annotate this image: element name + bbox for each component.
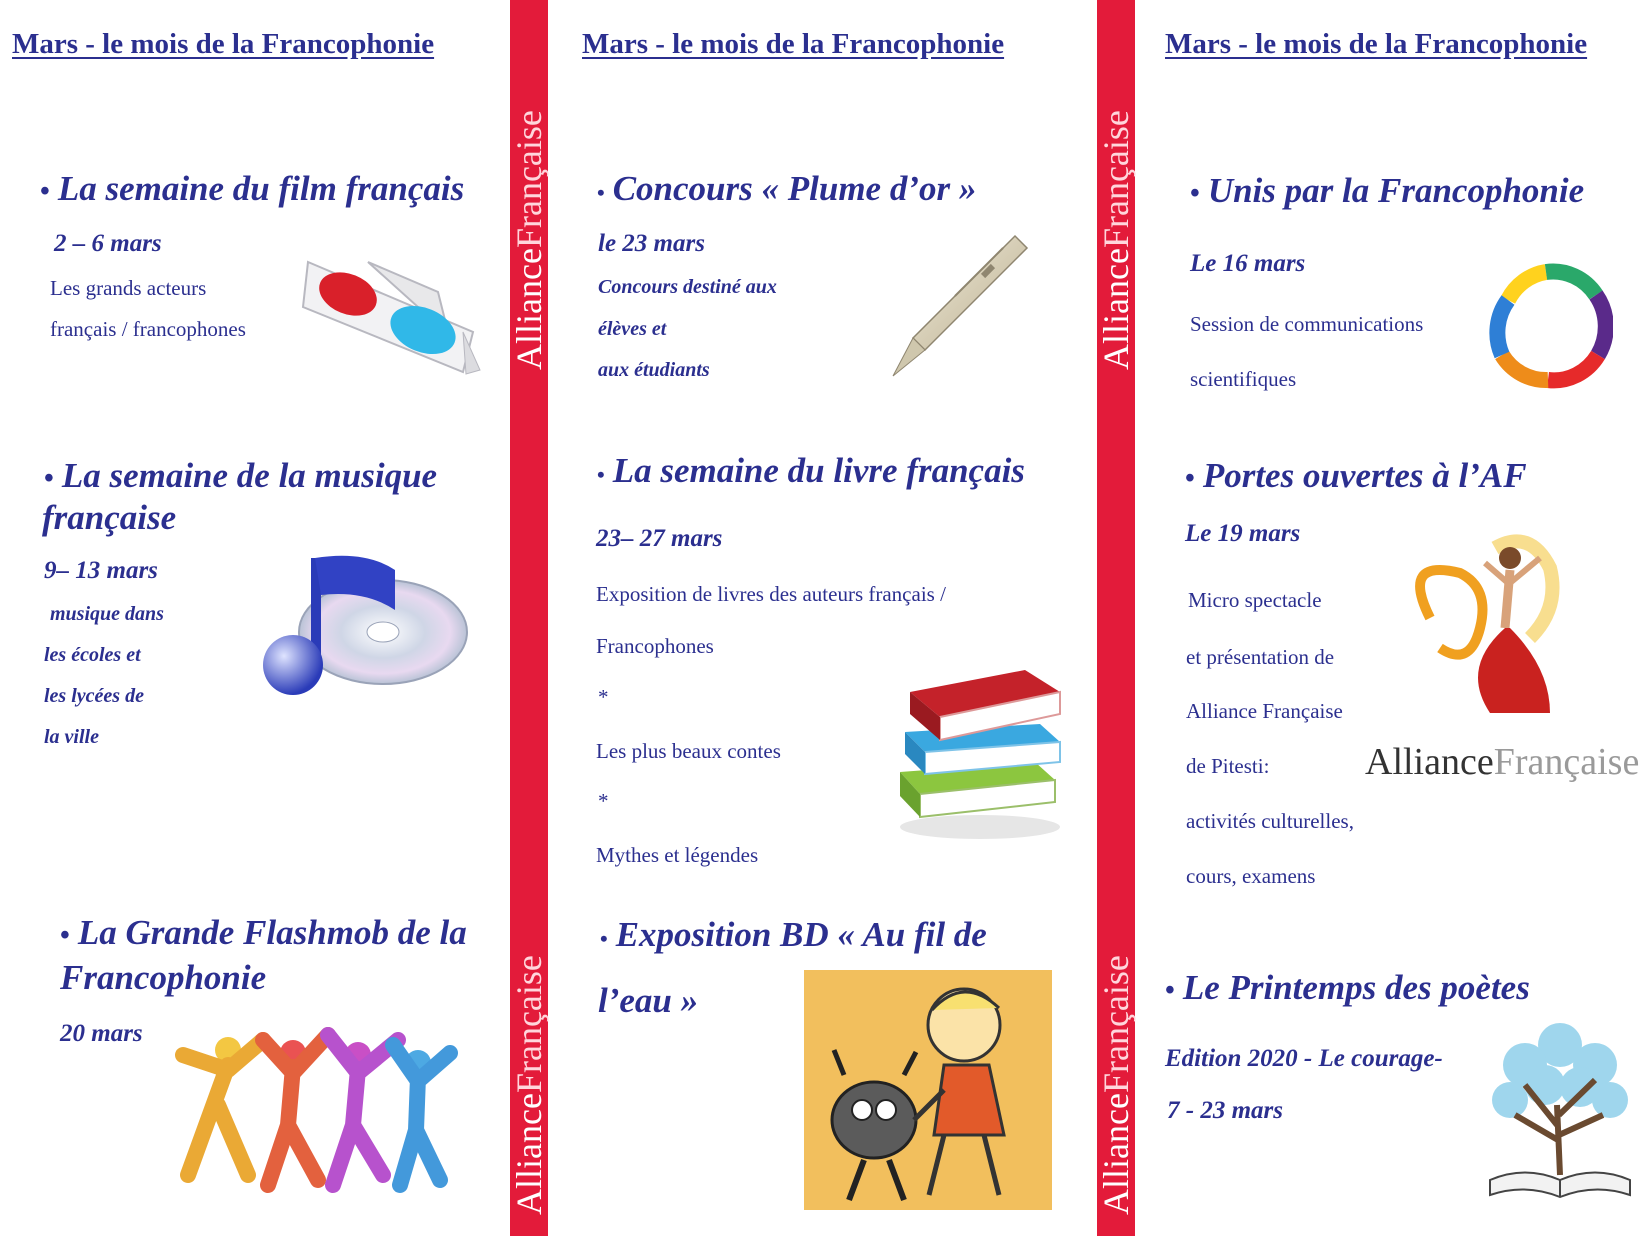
event-date-poetes: Edition 2020 - Le courage- bbox=[1165, 1045, 1443, 1072]
event-text: Micro spectacle bbox=[1188, 588, 1322, 612]
divider-band-left bbox=[510, 0, 548, 1236]
event-text: * bbox=[598, 789, 609, 813]
event-title-film: • La semaine du film français bbox=[40, 169, 465, 208]
event-text: cours, examens bbox=[1186, 864, 1316, 888]
event-title-unis: • Unis par la Francophonie bbox=[1190, 171, 1585, 210]
event-text: les lycées de bbox=[44, 685, 144, 707]
event-title-bd-cont: l’eau » bbox=[598, 981, 699, 1020]
event-date-flashmob: 20 mars bbox=[60, 1020, 143, 1047]
event-date-unis: Le 16 mars bbox=[1190, 250, 1306, 277]
event-text: Session de communications bbox=[1190, 312, 1424, 336]
event-date-music: 9– 13 mars bbox=[44, 557, 158, 584]
event-date-plume: le 23 mars bbox=[598, 230, 705, 257]
band-label-bottom: AllianceFrançaise bbox=[509, 955, 549, 1215]
band-label-top: AllianceFrançaise bbox=[1096, 110, 1136, 370]
event-text: Les grands acteurs bbox=[50, 276, 207, 300]
band-label-bottom: AllianceFrançaise bbox=[1096, 955, 1136, 1215]
event-text: la ville bbox=[44, 726, 99, 748]
event-text: aux étudiants bbox=[598, 359, 710, 381]
books-icon bbox=[895, 662, 1065, 842]
event-text: musique dans bbox=[50, 603, 164, 625]
event-text: Concours destiné aux bbox=[598, 276, 777, 298]
event-title-music-cont: française bbox=[42, 498, 177, 537]
dancing-people-icon bbox=[168, 1025, 458, 1195]
alliance-francaise-logo: AllianceFrançaise bbox=[1365, 741, 1640, 783]
event-date-poetes-range: 7 - 23 mars bbox=[1167, 1097, 1283, 1124]
event-text: activités culturelles, bbox=[1186, 809, 1354, 833]
event-title-bd: • Exposition BD « Au fil de bbox=[600, 915, 987, 954]
event-text: Alliance Française bbox=[1186, 699, 1343, 723]
event-text: français / francophones bbox=[50, 317, 246, 341]
3d-glasses-icon bbox=[298, 252, 483, 382]
event-title-plume: • Concours « Plume d’or » bbox=[597, 169, 977, 208]
event-text: scientifiques bbox=[1190, 367, 1297, 391]
event-title-music: • La semaine de la musique bbox=[44, 456, 438, 495]
event-text: Exposition de livres des auteurs français / bbox=[596, 582, 946, 606]
column-header-1: Mars - le mois de la Francophonie bbox=[12, 28, 435, 60]
event-text: * bbox=[598, 685, 609, 709]
event-title-portes: • Portes ouvertes à l’AF bbox=[1185, 456, 1527, 495]
event-text: et présentation de bbox=[1186, 645, 1335, 669]
music-note-cd-icon bbox=[255, 550, 470, 695]
column-header-3: Mars - le mois de la Francophonie bbox=[1165, 28, 1588, 60]
event-title-livre: • La semaine du livre français bbox=[597, 451, 1025, 490]
color-ring-icon bbox=[1488, 260, 1613, 392]
event-text: Les plus beaux contes bbox=[596, 739, 781, 763]
dancer-icon bbox=[1400, 528, 1585, 718]
event-date-film: 2 – 6 mars bbox=[54, 230, 162, 257]
event-text: de Pitesti: bbox=[1186, 754, 1270, 778]
band-label-top: AllianceFrançaise bbox=[509, 110, 549, 370]
column-header-2: Mars - le mois de la Francophonie bbox=[582, 28, 1005, 60]
event-title-poetes: • Le Printemps des poètes bbox=[1165, 968, 1530, 1007]
event-text: Francophones bbox=[596, 634, 714, 658]
event-text: Mythes et légendes bbox=[596, 843, 759, 867]
comic-strip-icon bbox=[804, 970, 1052, 1210]
divider-band-right bbox=[1097, 0, 1135, 1236]
event-text: les écoles et bbox=[44, 644, 141, 666]
event-date-portes: Le 19 mars bbox=[1185, 520, 1301, 547]
pen-icon bbox=[885, 228, 1035, 378]
tree-book-icon bbox=[1485, 1015, 1635, 1205]
event-date-livre: 23– 27 mars bbox=[596, 525, 723, 552]
event-title-flashmob: • La Grande Flashmob de la bbox=[60, 913, 467, 952]
event-title-flashmob-cont: Francophonie bbox=[60, 958, 267, 997]
event-text: élèves et bbox=[598, 318, 667, 340]
